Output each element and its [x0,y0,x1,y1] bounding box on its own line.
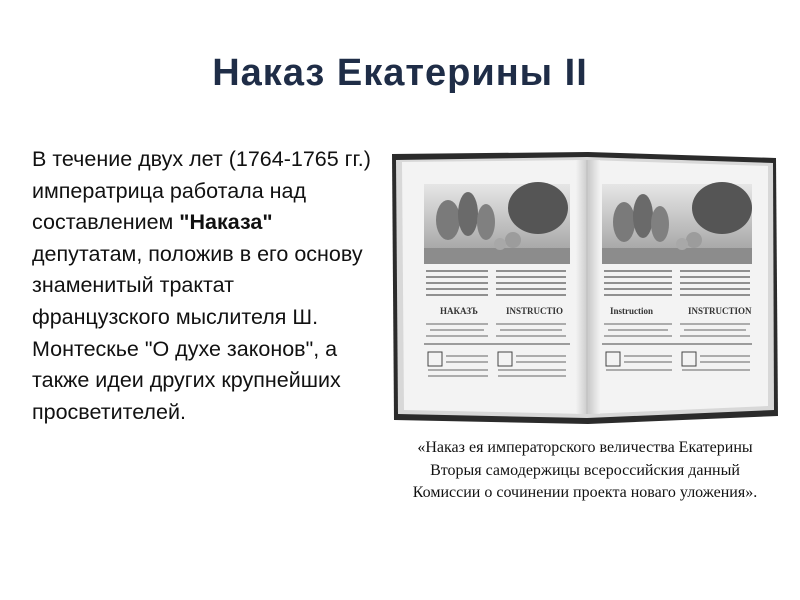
body-paragraph [32,144,377,428]
body-text-part1: В течение двух лет (1764-1765 гг.) императрица работала над составлением [32,147,371,235]
left-engraving [424,182,570,264]
image-caption: «Наказ ея императорского величества Екатерины Вторыя самодержицы всероссийския данный Комиссии о сочинении проекта новаго уложения». [412,439,758,501]
body-text-part2: депутатам, положив в его основу знаменитый трактат французского мыслителя Ш. Монтескье "О духе законов", а также идеи других крупнейших просветителей. [32,241,363,424]
right-heading-de: Instruction [610,306,654,316]
body-text-bold: "Наказа" [179,210,273,235]
left-heading-la: INSTRUCTIO [506,306,564,316]
slide-title: Наказ Екатерины II [212,52,588,94]
left-heading-ru: НАКАЗЪ [440,306,478,316]
right-heading-fr: INSTRUCTION [688,306,752,316]
right-engraving [602,182,752,264]
book-photo [388,148,780,428]
